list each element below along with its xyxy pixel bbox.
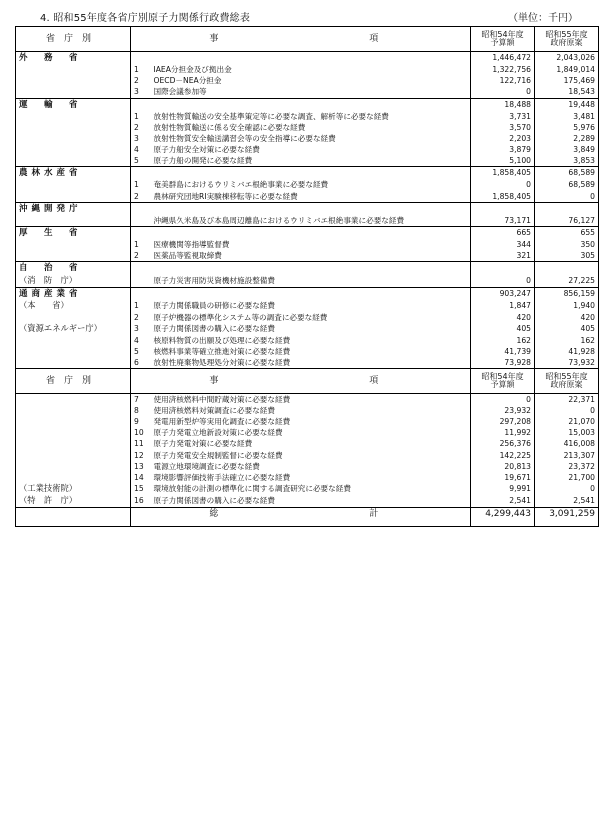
table-row [16, 133, 599, 144]
ministry-cell: （工業技術院） [16, 483, 131, 495]
ministry-cell [16, 250, 131, 262]
header-fy54 [471, 27, 535, 52]
table-row [16, 287, 599, 300]
item-description [151, 202, 471, 215]
ministry-cell: （特 許 庁） [16, 495, 131, 507]
ministry-cell [16, 75, 131, 86]
item-description: 原子力発電安全規制監督に必要な経費 [151, 450, 471, 461]
ministry-cell [16, 191, 131, 203]
item-description: 発電用新型炉等実用化調査に必要な経費 [151, 416, 471, 427]
table-row [16, 275, 599, 287]
item-description: 原子力関係図書の購入に必要な経費 [151, 323, 471, 335]
table-row [16, 250, 599, 262]
item-number: 10 [131, 427, 151, 438]
fy55-amount: 22,371 [535, 394, 599, 406]
fy55-amount: 68,589 [535, 179, 599, 190]
ministry-cell [16, 357, 131, 369]
ministry-cell [16, 450, 131, 461]
fy54-amount: 1,858,405 [471, 191, 535, 203]
item-number: 3 [131, 133, 151, 144]
fy55-amount: 41,928 [535, 346, 599, 357]
total-label [131, 507, 471, 526]
item-number: 3 [131, 86, 151, 98]
item-description: 放射性物質輸送に係る安全確認に必要な経費 [151, 122, 471, 133]
fy55-amount: 405 [535, 323, 599, 335]
item-number: 9 [131, 416, 151, 427]
fy55-amount: 2,043,026 [535, 52, 599, 65]
fy54-amount: 73,928 [471, 357, 535, 369]
item-number: 1 [131, 300, 151, 312]
item-description: 国際会議参加等 [151, 86, 471, 98]
item-number: 2 [131, 75, 151, 86]
header-fy54-line2: 予算額 [490, 38, 515, 47]
total-label-a: 総 [209, 508, 219, 519]
table-row [16, 461, 599, 472]
table-row [16, 226, 599, 239]
fy55-amount: 420 [535, 312, 599, 323]
ministry-cell [16, 122, 131, 133]
item-number: 1 [131, 111, 151, 122]
item-description: 放射性物質安全輸送講習会等の安全指導に必要な経費 [151, 133, 471, 144]
item-description [151, 226, 471, 239]
table-row [16, 416, 599, 427]
fy54-amount: 321 [471, 250, 535, 262]
fy55-amount: 76,127 [535, 215, 599, 227]
table-row [16, 472, 599, 483]
fy55-amount [535, 262, 599, 275]
table-row [16, 450, 599, 461]
fy54-amount: 0 [471, 394, 535, 406]
ministry-cell [16, 461, 131, 472]
fy55-amount: 3,853 [535, 155, 599, 167]
item-number: 2 [131, 191, 151, 203]
fy54-amount: 3,731 [471, 111, 535, 122]
table-row [16, 300, 599, 312]
fy54-amount: 11,992 [471, 427, 535, 438]
fy55-amount: 162 [535, 335, 599, 346]
total-fy55: 3,091,259 [535, 507, 599, 526]
ministry-cell [16, 155, 131, 167]
table-row [16, 215, 599, 227]
ministry-cell [16, 312, 131, 323]
fy55-amount: 3,849 [535, 144, 599, 155]
fy55-amount: 0 [535, 483, 599, 495]
fy55-amount: 23,372 [535, 461, 599, 472]
item-description: 原子力関係職員の研修に必要な経費 [151, 300, 471, 312]
item-description: OECD－NEA分担金 [151, 75, 471, 86]
fy54-amount: 1,858,405 [471, 167, 535, 180]
fy55-amount: 0 [535, 405, 599, 416]
table-row [16, 179, 599, 190]
ministry-cell: 外 務 省 [16, 52, 131, 65]
item-number [131, 202, 151, 215]
fy54-amount: 0 [471, 275, 535, 287]
ministry-cell: （資源エネルギー庁） [16, 323, 131, 335]
ministry-cell [16, 215, 131, 227]
item-description: 原子力災害用防災資機材施設整備費 [151, 275, 471, 287]
item-description: 医療機関等指導監督費 [151, 239, 471, 250]
table-row [16, 335, 599, 346]
item-description: 放射性廃棄物処理処分対策に必要な経費 [151, 357, 471, 369]
item-number: 5 [131, 155, 151, 167]
table-row [16, 64, 599, 75]
table-row [16, 394, 599, 406]
item-description [151, 262, 471, 275]
table-row [16, 346, 599, 357]
fy54-amount: 0 [471, 86, 535, 98]
fy55-amount: 655 [535, 226, 599, 239]
item-description: 原子力関係図書の購入に必要な経費 [151, 495, 471, 507]
item-description [151, 287, 471, 300]
fy55-amount: 0 [535, 191, 599, 203]
fy54-amount: 405 [471, 323, 535, 335]
fy55-amount: 18,543 [535, 86, 599, 98]
fy54-amount [471, 262, 535, 275]
fy54-amount: 162 [471, 335, 535, 346]
fy54-amount: 1,446,472 [471, 52, 535, 65]
table-row [16, 495, 599, 507]
item-description [151, 167, 471, 180]
ministry-cell: （本 省） [16, 300, 131, 312]
header-item-b: 項 [369, 33, 379, 44]
item-description: 奄美群島におけるウリミバエ根絶事業に必要な経費 [151, 179, 471, 190]
fy55-amount: 350 [535, 239, 599, 250]
unit-label: （単位：千円） [508, 13, 578, 24]
header-fy54-line2: 予算額 [490, 380, 515, 390]
ministry-cell [16, 438, 131, 449]
fy54-amount: 18,488 [471, 98, 535, 111]
item-number: 1 [131, 239, 151, 250]
fy55-amount: 1,940 [535, 300, 599, 312]
header-item-a: 事 [209, 375, 219, 386]
budget-table-body [16, 27, 599, 527]
ministry-cell: 農林水産省 [16, 167, 131, 180]
header-item [131, 369, 471, 394]
fy55-amount: 15,003 [535, 427, 599, 438]
table-row [16, 357, 599, 369]
item-description [151, 52, 471, 65]
budget-table [15, 26, 599, 527]
fy55-amount: 305 [535, 250, 599, 262]
table-row [16, 427, 599, 438]
header-row [16, 369, 599, 394]
ministry-cell: 自 治 省 [16, 262, 131, 275]
fy55-amount: 73,932 [535, 357, 599, 369]
ministry-cell: 通商産業省 [16, 287, 131, 300]
fy54-amount: 3,879 [471, 144, 535, 155]
table-row [16, 155, 599, 167]
item-number: 5 [131, 346, 151, 357]
table-row [16, 52, 599, 65]
item-number: 8 [131, 405, 151, 416]
table-row [16, 483, 599, 495]
table-row [16, 262, 599, 275]
item-number [131, 215, 151, 227]
ministry-cell: 厚 生 省 [16, 226, 131, 239]
total-row [16, 507, 599, 526]
fy55-amount: 5,976 [535, 122, 599, 133]
fy55-amount: 21,070 [535, 416, 599, 427]
header-ministry: 省庁別 [16, 369, 131, 394]
fy54-amount: 2,203 [471, 133, 535, 144]
table-row [16, 167, 599, 180]
item-description: 電源立地環境調査に必要な経費 [151, 461, 471, 472]
item-description: 医薬品等監視取締費 [151, 250, 471, 262]
header-fy55-line1: 昭和55年度 [545, 29, 588, 39]
fy55-amount: 19,448 [535, 98, 599, 111]
fy54-amount: 20,813 [471, 461, 535, 472]
item-description: 沖縄県久米島及び本島周辺離島におけるウリミバエ根絶事業に必要な経費 [151, 215, 471, 227]
table-row [16, 405, 599, 416]
fy54-amount: 1,847 [471, 300, 535, 312]
ministry-cell [16, 405, 131, 416]
ministry-cell [16, 394, 131, 406]
item-number: 11 [131, 438, 151, 449]
ministry-cell [16, 427, 131, 438]
ministry-cell [16, 179, 131, 190]
item-description: 放射性物質輸送の安全基準策定等に必要な調査、解析等に必要な経費 [151, 111, 471, 122]
item-number: 1 [131, 64, 151, 75]
fy55-amount: 213,307 [535, 450, 599, 461]
fy55-amount: 21,700 [535, 472, 599, 483]
item-number [131, 167, 151, 180]
item-number [131, 226, 151, 239]
item-number [131, 275, 151, 287]
fy55-amount: 856,159 [535, 287, 599, 300]
item-description: 使用済核燃料対策調査に必要な経費 [151, 405, 471, 416]
fy55-amount: 3,481 [535, 111, 599, 122]
table-row [16, 75, 599, 86]
table-row [16, 191, 599, 203]
fy54-amount [471, 202, 535, 215]
item-description: IAEA分担金及び拠出金 [151, 64, 471, 75]
item-number: 7 [131, 394, 151, 406]
header-fy55 [535, 369, 599, 394]
fy54-amount: 73,171 [471, 215, 535, 227]
fy55-amount: 2,541 [535, 495, 599, 507]
item-description: 農林研究団地RI実験棟移転等に必要な経費 [151, 191, 471, 203]
fy55-amount: 27,225 [535, 275, 599, 287]
item-number: 16 [131, 495, 151, 507]
item-description: 核原料物質の出願及び処理に必要な経費 [151, 335, 471, 346]
item-number: 2 [131, 122, 151, 133]
fy54-amount: 23,932 [471, 405, 535, 416]
fy54-amount: 665 [471, 226, 535, 239]
fy55-amount: 416,008 [535, 438, 599, 449]
ministry-cell [16, 111, 131, 122]
header-fy54 [471, 369, 535, 394]
fy54-amount: 5,100 [471, 155, 535, 167]
table-row [16, 312, 599, 323]
item-number: 12 [131, 450, 151, 461]
fy54-amount: 256,376 [471, 438, 535, 449]
item-description: 原子力発電対策に必要な経費 [151, 438, 471, 449]
ministry-cell [16, 335, 131, 346]
header-fy55-line2: 政府原案 [550, 380, 583, 390]
ministry-cell [16, 239, 131, 250]
table-row [16, 438, 599, 449]
ministry-cell [16, 86, 131, 98]
table-row [16, 144, 599, 155]
item-number: 15 [131, 483, 151, 495]
item-number: 3 [131, 323, 151, 335]
header-fy55 [535, 27, 599, 52]
fy54-amount: 41,739 [471, 346, 535, 357]
table-row [16, 122, 599, 133]
ministry-cell: 沖縄開発庁 [16, 202, 131, 215]
fy54-amount: 3,570 [471, 122, 535, 133]
ministry-cell [16, 144, 131, 155]
item-description: 核燃料事業等確立推進対策に必要な経費 [151, 346, 471, 357]
item-number: 2 [131, 312, 151, 323]
item-description: 使用済核燃料中間貯蔵対策に必要な経費 [151, 394, 471, 406]
item-number [131, 52, 151, 65]
item-description: 原子力船安全対策に必要な経費 [151, 144, 471, 155]
item-number: 14 [131, 472, 151, 483]
fy55-amount: 68,589 [535, 167, 599, 180]
header-fy54-line1: 昭和54年度 [481, 371, 524, 381]
ministry-cell [16, 64, 131, 75]
header-item-a: 事 [209, 33, 219, 44]
fy55-amount [535, 202, 599, 215]
item-description: 原子力船の開発に必要な経費 [151, 155, 471, 167]
header-item [131, 27, 471, 52]
item-description: 原子力発電立地新設対策に必要な経費 [151, 427, 471, 438]
ministry-cell [16, 416, 131, 427]
total-label-b: 計 [369, 508, 379, 519]
header-fy55-line2: 政府原案 [550, 38, 583, 47]
ministry-cell [16, 472, 131, 483]
ministry-cell [16, 346, 131, 357]
item-description: 環境放射能の計測の標準化に関する調査研究に必要な経費 [151, 483, 471, 495]
table-row [16, 323, 599, 335]
total-spacer [16, 507, 131, 526]
table-row [16, 202, 599, 215]
table-row [16, 239, 599, 250]
fy54-amount: 1,322,756 [471, 64, 535, 75]
fy54-amount: 297,208 [471, 416, 535, 427]
fy54-amount: 420 [471, 312, 535, 323]
item-description: 原子炉機器の標準化システム等の調査に必要な経費 [151, 312, 471, 323]
ministry-cell: 運 輸 省 [16, 98, 131, 111]
fy54-amount: 142,225 [471, 450, 535, 461]
fy55-amount: 175,469 [535, 75, 599, 86]
fy54-amount: 19,671 [471, 472, 535, 483]
header-fy54-line1: 昭和54年度 [481, 29, 524, 39]
item-number: 13 [131, 461, 151, 472]
fy54-amount: 2,541 [471, 495, 535, 507]
item-number [131, 287, 151, 300]
fy54-amount: 0 [471, 179, 535, 190]
item-description: 環境影響評価技術手法確立に必要な経費 [151, 472, 471, 483]
header-row [16, 27, 599, 52]
fy54-amount: 344 [471, 239, 535, 250]
ministry-cell: （消 防 庁） [16, 275, 131, 287]
ministry-cell [16, 133, 131, 144]
item-number [131, 262, 151, 275]
page-title: 4. 昭和55年度各省庁別原子力関係行政費総表 [40, 13, 251, 24]
item-description [151, 98, 471, 111]
table-row [16, 111, 599, 122]
header-ministry: 省庁別 [16, 27, 131, 52]
fy54-amount: 9,991 [471, 483, 535, 495]
table-row [16, 98, 599, 111]
header-fy55-line1: 昭和55年度 [545, 371, 588, 381]
item-number: 4 [131, 144, 151, 155]
item-number: 1 [131, 179, 151, 190]
total-fy54: 4,299,443 [471, 507, 535, 526]
fy54-amount: 122,716 [471, 75, 535, 86]
table-row [16, 86, 599, 98]
fy55-amount: 1,849,014 [535, 64, 599, 75]
fy54-amount: 903,247 [471, 287, 535, 300]
item-number: 4 [131, 335, 151, 346]
item-number [131, 98, 151, 111]
fy55-amount: 2,289 [535, 133, 599, 144]
header-item-b: 項 [369, 375, 379, 386]
item-number: 2 [131, 250, 151, 262]
item-number: 6 [131, 357, 151, 369]
